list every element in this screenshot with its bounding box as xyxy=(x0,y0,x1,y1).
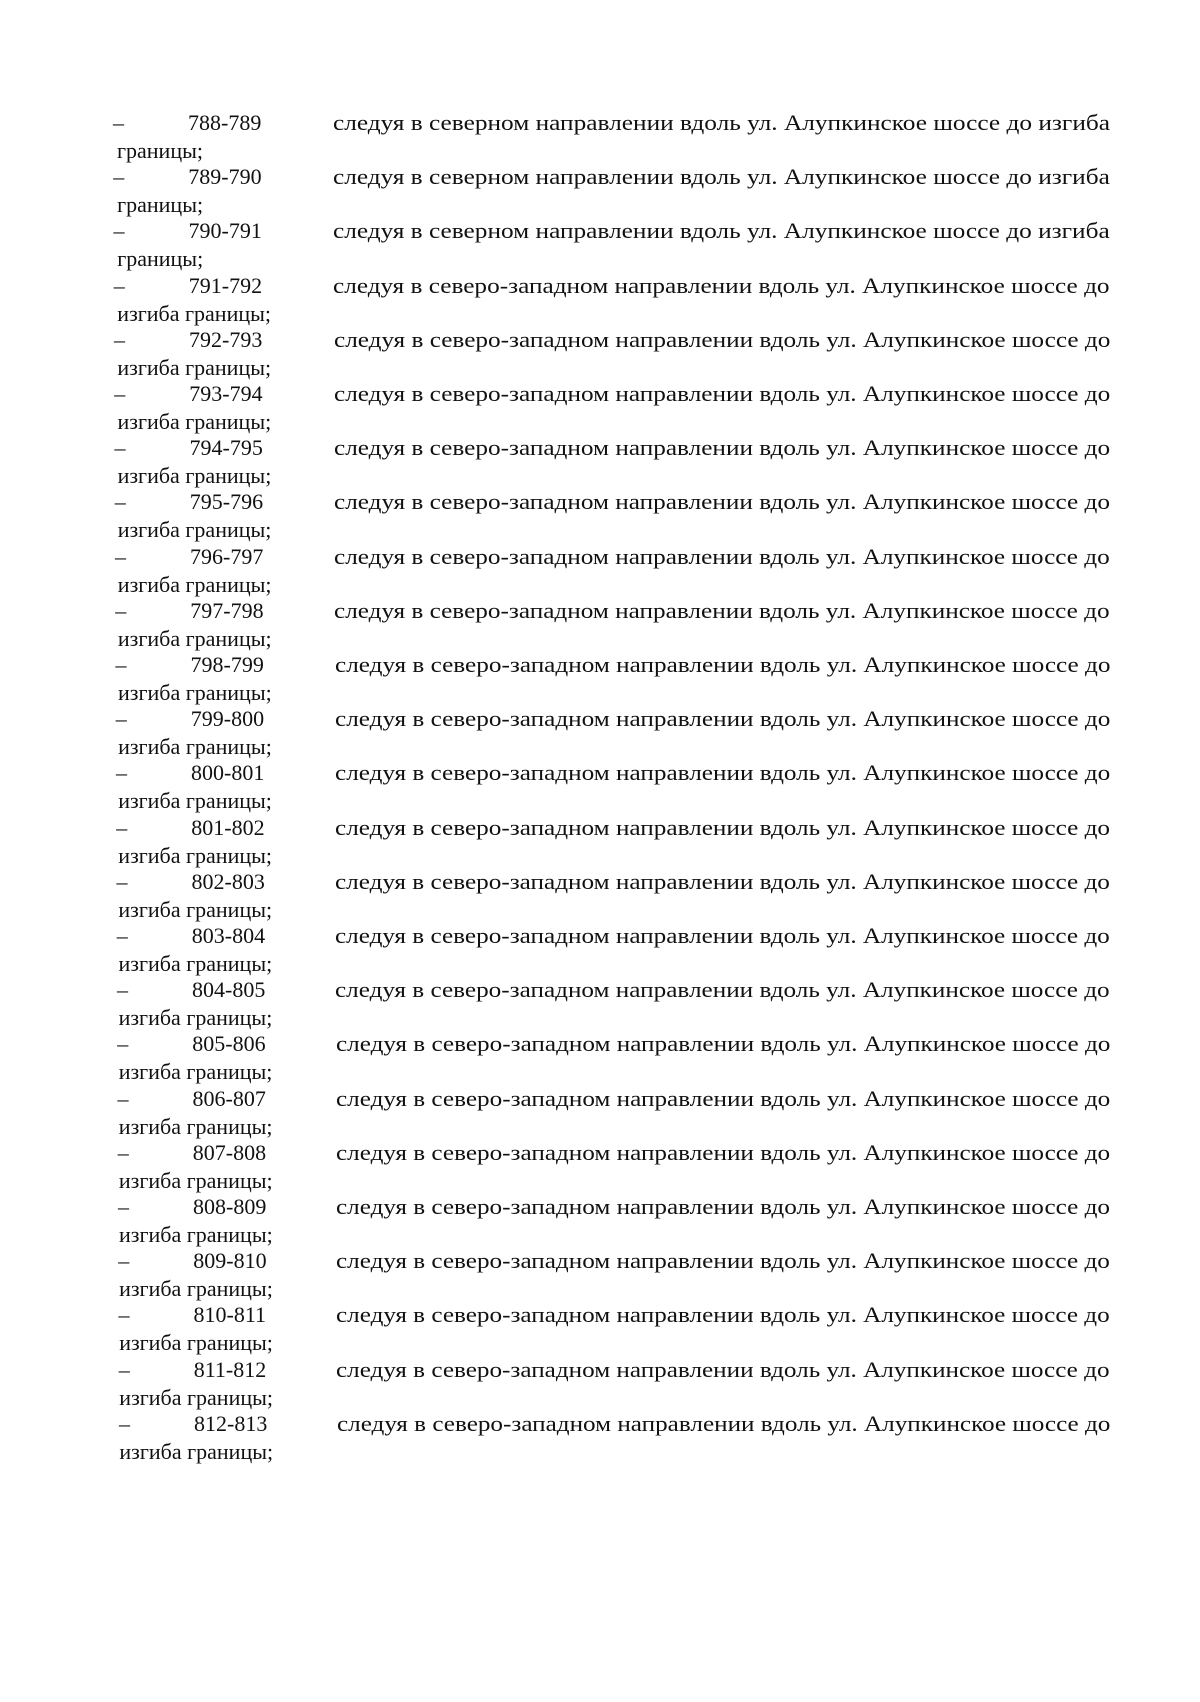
entry-description-continuation: изгиба границы; xyxy=(118,734,272,759)
boundary-entry xyxy=(0,218,1200,276)
entry-description-continuation: изгиба границы; xyxy=(119,1222,273,1247)
entry-point-range: 791-792 xyxy=(188,273,263,298)
entry-point-range: 793-794 xyxy=(189,381,263,406)
entry-dash: – xyxy=(114,489,126,514)
boundary-entry xyxy=(0,1357,1200,1415)
entry-point-range: 804-805 xyxy=(192,977,266,1002)
entry-description-continuation: изгиба границы; xyxy=(118,1005,273,1030)
boundary-entry xyxy=(0,327,1200,385)
entry-description: следуя в северо-западном направлении вдоль ул. Алупкинское шоссе до xyxy=(334,760,1111,785)
entry-dash: – xyxy=(113,218,125,243)
entry-description-continuation: изгиба границы; xyxy=(118,680,272,705)
entry-dash: – xyxy=(117,1031,129,1056)
entry-description-continuation: изгиба границы; xyxy=(117,355,272,380)
entry-description: следуя в северо-западном направлении вдоль ул. Алупкинское шоссе до xyxy=(335,1086,1110,1111)
entry-description: следуя в северном направлении вдоль ул. Алупкинское шоссе до изгиба xyxy=(333,218,1111,243)
boundary-entry xyxy=(0,977,1200,1035)
entry-dash: – xyxy=(118,1357,130,1382)
entry-dash: – xyxy=(115,598,127,623)
entry-description-continuation: изгиба границы; xyxy=(117,626,272,651)
entry-dash: – xyxy=(116,923,128,948)
entry-description: следуя в северо-западном направлении вдоль ул. Алупкинское шоссе до xyxy=(334,652,1110,677)
entry-description: следуя в северном направлении вдоль ул. Алупкинское шоссе до изгиба xyxy=(333,164,1111,189)
entry-dash: – xyxy=(115,652,127,677)
entry-dash: – xyxy=(118,1302,130,1327)
boundary-entry xyxy=(0,1194,1200,1252)
entry-description-continuation: изгиба границы; xyxy=(118,1114,273,1139)
entry-point-range: 805-806 xyxy=(192,1031,266,1056)
entry-dash: – xyxy=(116,815,128,840)
entry-description-continuation: изгиба границы; xyxy=(118,1168,273,1193)
entry-dash: – xyxy=(117,977,128,1002)
entry-description: следуя в северном направлении вдоль ул. Алупкинское шоссе до изгиба xyxy=(333,110,1111,135)
boundary-entry xyxy=(0,273,1200,331)
entry-point-range: 796-797 xyxy=(190,544,264,569)
entry-description-continuation: изгиба границы; xyxy=(118,788,272,813)
entry-description: следуя в северо-западном направлении вдоль ул. Алупкинское шоссе до xyxy=(336,1248,1111,1273)
entry-point-range: 812-813 xyxy=(194,1411,268,1436)
entry-point-range: 799-800 xyxy=(190,706,265,731)
boundary-entry xyxy=(0,489,1200,547)
entry-description: следуя в северо-западном направлении вдоль ул. Алупкинское шоссе до xyxy=(333,273,1111,298)
boundary-entry xyxy=(0,815,1200,873)
entry-point-range: 788-789 xyxy=(188,110,262,135)
entry-dash: – xyxy=(115,544,126,569)
entry-point-range: 790-791 xyxy=(188,218,262,243)
entry-description: следуя в северо-западном направлении вдоль ул. Алупкинское шоссе до xyxy=(335,923,1111,948)
entry-point-range: 806-807 xyxy=(192,1086,266,1111)
boundary-entry xyxy=(0,1248,1200,1306)
entry-description: следуя в северо-западном направлении вдоль ул. Алупкинское шоссе до xyxy=(335,869,1110,894)
entry-point-range: 808-809 xyxy=(193,1194,267,1219)
entry-point-range: 809-810 xyxy=(193,1248,267,1273)
entry-description-continuation: изгиба границы; xyxy=(117,572,272,597)
entry-description-continuation: изгиба границы; xyxy=(117,301,272,326)
entry-dash: – xyxy=(113,273,125,298)
boundary-entry xyxy=(0,652,1200,710)
entry-dash: – xyxy=(118,1248,130,1273)
boundary-entry xyxy=(0,1086,1200,1144)
entry-dash: – xyxy=(114,381,126,406)
entry-description: следуя в северо-западном направлении вдоль ул. Алупкинское шоссе до xyxy=(334,489,1111,514)
entry-description: следуя в северо-западном направлении вдоль ул. Алупкинское шоссе до xyxy=(334,544,1110,569)
entry-dash: – xyxy=(119,1411,130,1436)
entry-description: следуя в северо-западном направлении вдоль ул. Алупкинское шоссе до xyxy=(336,1411,1110,1436)
entry-point-range: 801-802 xyxy=(191,815,265,840)
entry-dash: – xyxy=(113,164,125,189)
entry-description: следуя в северо-западном направлении вдоль ул. Алупкинское шоссе до xyxy=(336,1194,1111,1219)
entry-point-range: 811-812 xyxy=(193,1357,267,1382)
entry-dash: – xyxy=(113,110,124,135)
entry-description-continuation: границы; xyxy=(117,192,204,217)
boundary-entry xyxy=(0,1140,1200,1198)
boundary-entry xyxy=(0,760,1200,818)
entry-description-continuation: изгиба границы; xyxy=(119,1385,274,1410)
entry-point-range: 789-790 xyxy=(188,164,262,189)
entry-dash: – xyxy=(116,869,128,894)
entry-dash: – xyxy=(117,1086,129,1111)
entry-description-continuation: изгиба границы; xyxy=(118,843,273,868)
entry-point-range: 792-793 xyxy=(189,327,263,352)
entry-point-range: 803-804 xyxy=(191,923,266,948)
boundary-entry xyxy=(0,544,1200,602)
entry-description-continuation: изгиба границы; xyxy=(117,463,272,488)
entry-point-range: 800-801 xyxy=(191,760,265,785)
boundary-entry xyxy=(0,1031,1200,1089)
boundary-entry xyxy=(0,381,1200,439)
boundary-entry xyxy=(0,1302,1200,1360)
entry-dash: – xyxy=(118,1194,129,1219)
boundary-entry xyxy=(0,164,1200,222)
boundary-entry xyxy=(0,110,1200,168)
entry-point-range: 807-808 xyxy=(192,1140,267,1165)
entry-description: следуя в северо-западном направлении вдоль ул. Алупкинское шоссе до xyxy=(335,977,1111,1002)
entry-point-range: 795-796 xyxy=(189,489,264,514)
entry-description-continuation: изгиба границы; xyxy=(119,1330,273,1355)
entry-point-range: 798-799 xyxy=(190,652,264,677)
entry-point-range: 794-795 xyxy=(189,435,263,460)
entry-dash: – xyxy=(115,706,127,731)
entry-description: следуя в северо-западном направлении вдоль ул. Алупкинское шоссе до xyxy=(334,706,1111,731)
entry-dash: – xyxy=(114,435,126,460)
entry-description-continuation: изгиба границы; xyxy=(119,1276,273,1301)
boundary-entry xyxy=(0,706,1200,764)
entry-description-continuation: изгиба границы; xyxy=(118,897,273,922)
entry-description: следуя в северо-западном направлении вдоль ул. Алупкинское шоссе до xyxy=(335,1031,1110,1056)
entry-description: следуя в северо-западном направлении вдоль ул. Алупкинское шоссе до xyxy=(333,327,1110,352)
entry-description-continuation: изгиба границы; xyxy=(117,409,272,434)
entry-dash: – xyxy=(117,1140,129,1165)
entry-description-continuation: изгиба границы; xyxy=(118,951,273,976)
entry-point-range: 810-811 xyxy=(193,1302,267,1327)
entry-description: следуя в северо-западном направлении вдоль ул. Алупкинское шоссе до xyxy=(334,815,1110,840)
entry-description: следуя в северо-западном направлении вдоль ул. Алупкинское шоссе до xyxy=(333,435,1110,460)
entry-description: следуя в северо-западном направлении вдоль ул. Алупкинское шоссе до xyxy=(336,1357,1110,1382)
entry-description-continuation: изгиба границы; xyxy=(119,1439,274,1464)
entry-dash: – xyxy=(116,760,127,785)
boundary-entry xyxy=(0,869,1200,927)
entry-description: следуя в северо-западном направлении вдоль ул. Алупкинское шоссе до xyxy=(333,381,1110,406)
boundary-entry xyxy=(0,1411,1200,1469)
entry-description: следуя в северо-западном направлении вдоль ул. Алупкинское шоссе до xyxy=(336,1302,1110,1327)
entry-description: следуя в северо-западном направлении вдоль ул. Алупкинское шоссе до xyxy=(334,598,1110,623)
entry-point-range: 797-798 xyxy=(190,598,264,623)
boundary-entry xyxy=(0,923,1200,981)
entry-description-continuation: изгиба границы; xyxy=(117,517,272,542)
entry-point-range: 802-803 xyxy=(191,869,265,894)
entry-description-continuation: границы; xyxy=(117,138,204,163)
entry-description-continuation: границы; xyxy=(117,246,204,271)
boundary-entry xyxy=(0,598,1200,656)
entry-description-continuation: изгиба границы; xyxy=(118,1059,273,1084)
entry-description: следуя в северо-западном направлении вдоль ул. Алупкинское шоссе до xyxy=(335,1140,1110,1165)
boundary-entry xyxy=(0,435,1200,493)
entry-dash: – xyxy=(114,327,125,352)
